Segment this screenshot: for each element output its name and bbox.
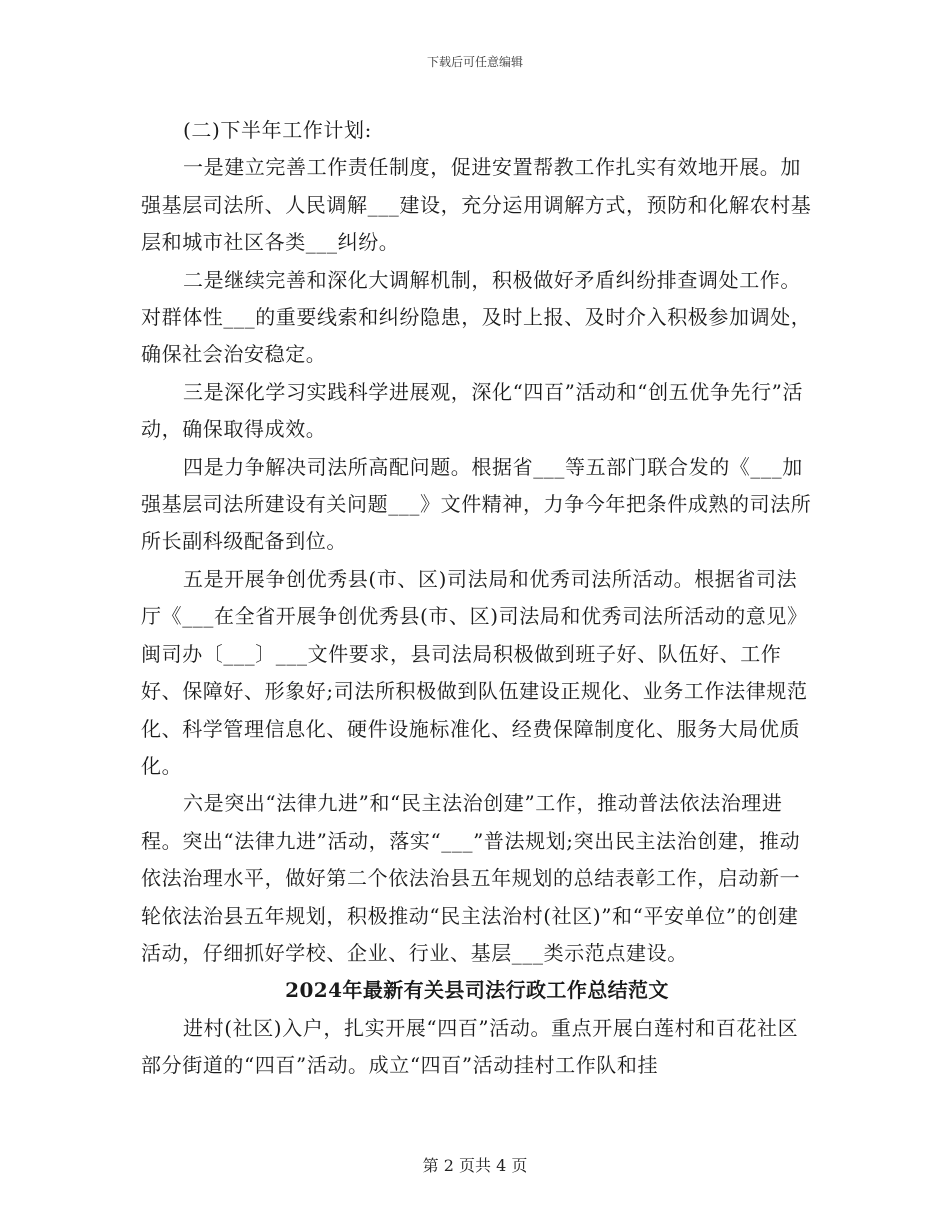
paragraph-item-6: 六是突出“法律九进”和“民主法治创建”工作，推动普法依法治理进程。突出“法律九进”活动，落实“___”普法规划;突出民主法治创建，推动依法治理水平，做好第二个依法治县五年规划的总结表彰工作，启动新一轮依法治县五年规划，积极推动“民主法治村(社区)”和“平安单位”的创建活动，仔细抓好学校、企业、行业、基层___类示范点建设。 (141, 791, 801, 965)
paragraph-item-2: 二是继续完善和深化大调解机制，积极做好矛盾纠纷排查调处工作。对群体性___的重要线索和纠纷隐患，及时上报、及时介入积极参加调处，确保社会治安稳定。 (141, 267, 812, 367)
paragraph-item-1: 一是建立完善工作责任制度，促进安置帮教工作扎实有效地开展。加强基层司法所、人民调解___建设，充分运用调解方式，预防和化解农村基层和城市社区各类___纠纷。 (141, 155, 812, 255)
paragraph-plan-heading: (二)下半年工作计划: (183, 118, 372, 142)
section-title: 2024年最新有关县司法行政工作总结范文 (285, 978, 669, 1003)
page-header: 下载后可任意编辑 (426, 55, 523, 69)
paragraph-item-3: 三是深化学习实践科学进展观，深化“四百”活动和“创五优争先行”活动，确保取得成效。 (141, 379, 804, 442)
paragraph-after-title: 进村(社区)入户，扎实开展“四百”活动。重点开展白莲村和百花社区部分街道的“四百”活动。成立“四百”活动挂村工作队和挂 (141, 1015, 799, 1078)
paragraph-item-4: 四是力争解决司法所高配问题。根据省___等五部门联合发的《___加强基层司法所建设有关问题___》文件精神，力争今年把条件成熟的司法所所长副科级配备到位。 (141, 454, 812, 554)
paragraph-item-5: 五是开展争创优秀县(市、区)司法局和优秀司法所活动。根据省司法厅《___在全省开展争创优秀县(市、区)司法局和优秀司法所活动的意见》闽司办〔___〕___文件要求，县司法局积极做到班子好、队伍好、工作好、保障好、形象好;司法所积极做到队伍建设正规化、业务工作法律规范化、科学管理信息化、硬件设施标准化、经费保障制度化、服务大局优质化。 (141, 566, 808, 778)
page-footer: 第 2 页共 4 页 (422, 1156, 528, 1175)
document-body (141, 112, 813, 1085)
